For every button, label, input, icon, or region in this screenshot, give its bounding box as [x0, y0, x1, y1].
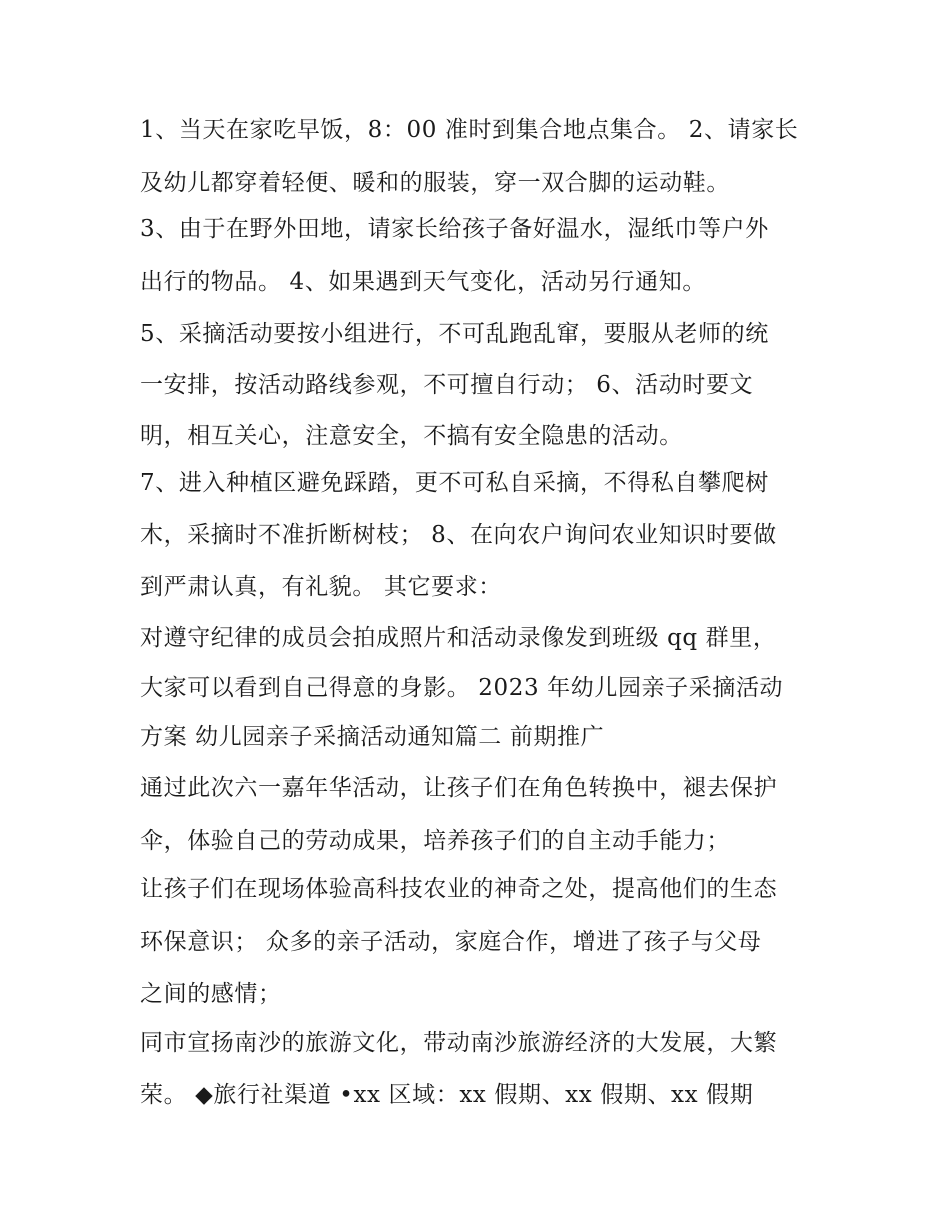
text-line: 之间的感情； [140, 981, 282, 1007]
text-line: 伞，体验自己的劳动成果，培养孩子们的自主动手能力； [140, 828, 730, 854]
text-line: 明，相互关心，注意安全，不搞有安全隐患的活动。 [140, 423, 683, 449]
text-line: 木，采摘时不准折断树枝； 8、在向农户询问农业知识时要做 [140, 522, 777, 548]
text-line: 7、进入种植区避免踩踏，更不可私自采摘，不得私自攀爬树 [140, 470, 769, 496]
text-line: 通过此次六一嘉年华活动，让孩子们在角色转换中，褪去保护 [140, 775, 778, 801]
text-line: 荣。 ◆旅行社渠道 •xx 区域：xx 假期、xx 假期、xx 假期 [140, 1082, 754, 1108]
text-line: 方案 幼儿园亲子采摘活动通知篇二 前期推广 [140, 724, 605, 750]
text-line: 3、由于在野外田地，请家长给孩子备好温水，湿纸巾等户外 [140, 216, 769, 242]
text-line: 及幼儿都穿着轻便、暖和的服装，穿一双合脚的运动鞋。 [140, 170, 730, 196]
text-line: 5、采摘活动要按小组进行，不可乱跑乱窜，要服从老师的统 [140, 321, 769, 347]
text-line: 出行的物品。 4、如果遇到天气变化，活动另行通知。 [140, 269, 706, 295]
text-line: 1、当天在家吃早饭，8：00 准时到集合地点集合。 2、请家长 [140, 117, 799, 143]
text-line: 环保意识； 众多的亲子活动，家庭合作，增进了孩子与父母 [140, 929, 762, 955]
text-line: 一安排，按活动路线参观，不可擅自行动； 6、活动时要文 [140, 372, 754, 398]
text-line: 同市宣扬南沙的旅游文化，带动南沙旅游经济的大发展，大繁 [140, 1030, 778, 1056]
text-line: 让孩子们在现场体验高科技农业的神奇之处，提高他们的生态 [140, 876, 778, 902]
text-line: 大家可以看到自己得意的身影。 2023 年幼儿园亲子采摘活动 [140, 675, 784, 701]
text-line: 到严肃认真，有礼貌。 其它要求： [140, 574, 502, 600]
text-line: 对遵守纪律的成员会拍成照片和活动录像发到班级 qq 群里， [140, 625, 777, 651]
